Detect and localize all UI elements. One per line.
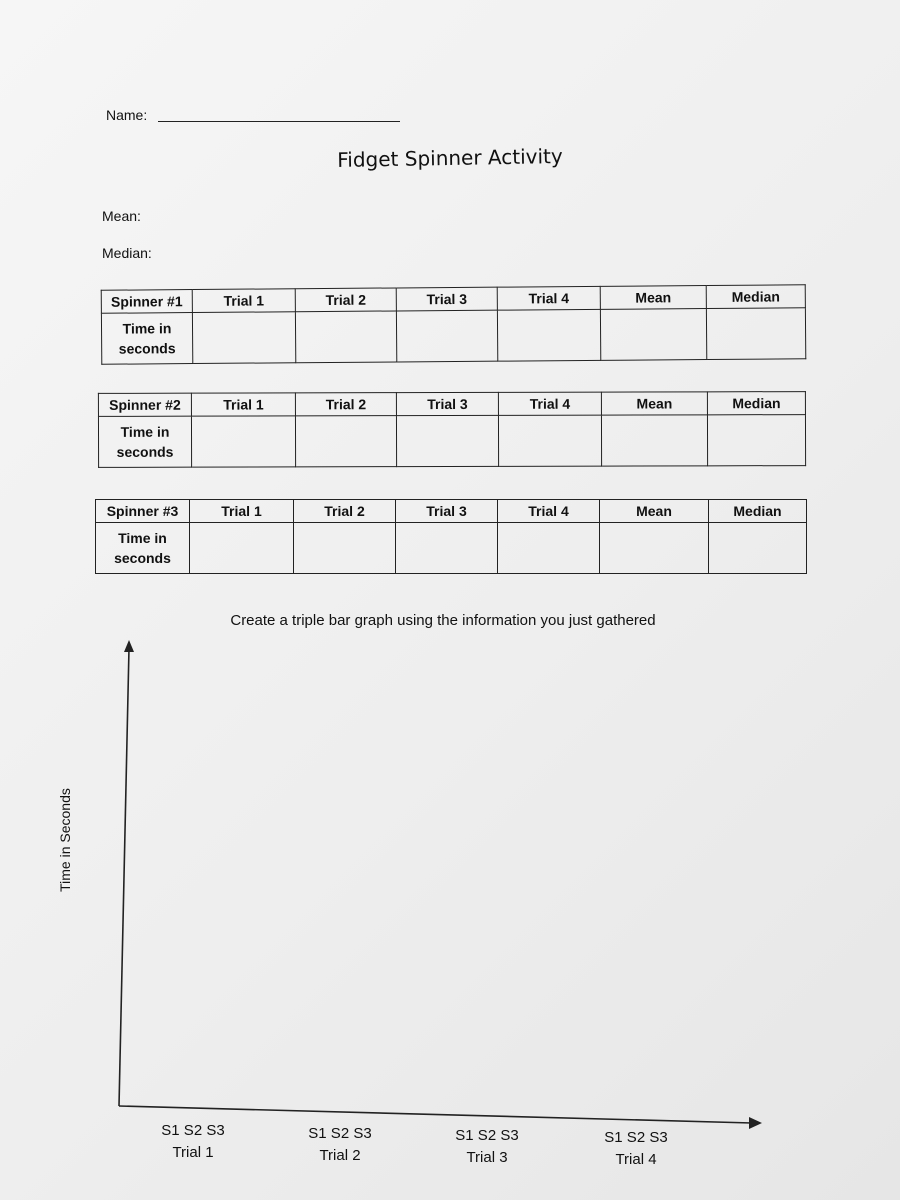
series-labels: S1 S2 S3: [308, 1125, 372, 1142]
column-header: Trial 3: [396, 392, 498, 415]
column-header: Mean: [600, 286, 706, 310]
row-label-line: seconds: [116, 443, 174, 460]
column-header: Trial 3: [396, 500, 498, 523]
mean-label: Mean:: [102, 208, 141, 224]
column-header: Median: [709, 500, 807, 523]
trial-label: Trial 1: [172, 1144, 214, 1161]
y-axis-line: [119, 648, 129, 1106]
x-group-trial-2: [280, 1123, 400, 1167]
column-header: Trial 3: [396, 287, 497, 311]
x-group-trial-3: [427, 1125, 547, 1169]
spinner-label: Spinner #2: [98, 393, 191, 416]
row-label-line: Time in: [122, 320, 172, 337]
spinner-label: Spinner #3: [96, 500, 190, 523]
column-header: Trial 1: [190, 500, 294, 523]
trial-label: Trial 2: [319, 1147, 361, 1164]
graph-instruction: Create a triple bar graph using the information you just gathered: [230, 612, 656, 629]
trial-label: Trial 3: [466, 1149, 508, 1166]
name-label: Name:: [106, 107, 148, 123]
column-header: Median: [706, 285, 805, 309]
y-axis-arrow-icon: [124, 640, 134, 652]
column-header: Mean: [600, 500, 709, 523]
column-header: Trial 4: [498, 500, 600, 523]
worksheet-title: Fidget Spinner Activity: [337, 144, 563, 172]
x-group-trial-4: [576, 1127, 696, 1171]
row-label-line: Time in: [120, 423, 170, 440]
y-axis-label: Time in Seconds: [57, 788, 73, 892]
row-label-line: seconds: [118, 340, 176, 357]
column-header: Median: [707, 392, 805, 415]
row-label-line: seconds: [114, 550, 171, 566]
series-labels: S1 S2 S3: [604, 1129, 668, 1146]
row-label-line: Time in: [118, 530, 167, 546]
series-labels: S1 S2 S3: [161, 1122, 225, 1139]
column-header: Trial 1: [192, 289, 295, 313]
median-label: Median:: [102, 245, 152, 261]
column-header: Mean: [601, 392, 707, 415]
column-header: Trial 4: [498, 392, 601, 415]
column-header: Trial 2: [295, 393, 396, 416]
x-group-trial-1: [133, 1120, 253, 1164]
spinner-label: Spinner #1: [101, 290, 192, 314]
column-header: Trial 4: [497, 286, 600, 310]
column-header: Trial 2: [295, 288, 396, 312]
trial-label: Trial 4: [615, 1151, 657, 1168]
x-axis-arrow-icon: [749, 1117, 762, 1129]
series-labels: S1 S2 S3: [455, 1127, 519, 1144]
column-header: Trial 1: [191, 393, 295, 416]
column-header: Trial 2: [294, 500, 396, 523]
